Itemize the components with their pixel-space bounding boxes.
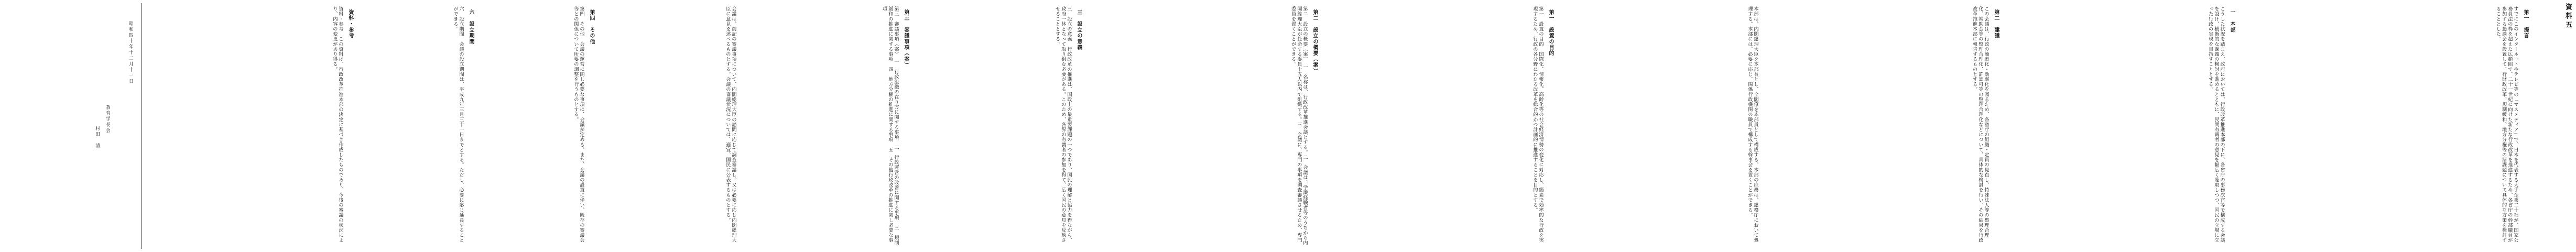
body-column-2: こうした状況を踏まえ、政府においては、行政改革推進本部の下に、各省庁の事務次官等で構成する会議を設け、横断的な課題の検討を進めるとともに、民間有識者の意見を幅広く聴取しつつ、国民の立場に立った行政の実現を目指すこととする。 <box>2207 6 2225 243</box>
section-heading-g: 第三 審議事項（案） <box>903 9 909 68</box>
body-column-6: 第二 設立の概要（案） 一 名称は、行政改革推進会議とする。二 会議は、学識経験者等のうちから内閣総理大臣が任命する委員十五人以内で組織する。三 会議に、専門の事項を調査審議させるため、専門委員を置くことができる。 <box>1290 6 1308 246</box>
body-column-10: 第四 その他 会議の運営に関し必要な事項は、会議が定める。また、会議の設置に伴い、既存の審議会等との関係について所要の調整を行うものとする。 <box>572 6 584 243</box>
section-heading-j: 資料・参考 <box>347 9 353 39</box>
section-heading-e: 第二 設立の概要（案） <box>1312 9 1318 74</box>
body-column-9: 会議は、前記の審議事項について、内閣総理大臣の諮問に応じて調査審議し、又は必要に応じ内閣総理大臣に意見を述べるものとする。会議の審議状況については、適宜、国民に公表するものとする。 <box>724 6 736 243</box>
section-heading-i: 六 設立期間 <box>468 9 474 45</box>
section-heading-b: 一 本部 <box>2229 9 2235 33</box>
body-column-8: 第三 審議事項（案） 一 行政組織の在り方に関する事項 二 行政運営の改善に関する事項 三 規制緩和の推進に関する事項 四 地方分権の推進に関する事項 五 その他行政改革の推進に関し必要な事項 <box>881 6 899 246</box>
section-heading-f: 三 設立の意義 <box>1076 9 1082 51</box>
signature-org: 教育学長会 <box>105 105 110 134</box>
body-column-7: 三 設立の意義 行政改革の推進は、国政上の最重要課題の一つであり、国民の理解と協力を得ながら、政府一体となって取り組む必要がある。このため、各界の有識者の参加を得て、広く国民の意見を反映させることとする。 <box>1054 6 1072 243</box>
body-column-4: 本部は、内閣総理大臣を本部長とし、全閣僚を本部員として構成する。本部の庶務は、総務庁において処理する。本部には、必要に応じ、関係行政機関の職員で構成する幹事会を置くことができる。 <box>1746 6 1758 243</box>
signature-date: 昭和四十年十二月十一日 <box>128 21 133 84</box>
body-column-12: 資料・参考 この資料は、行政改革推進本部の決定に基づき作成したものであり、今後の審議の状況により、内容の変更があり得る。 <box>331 6 343 243</box>
section-heading-a: 第一 提言 <box>2523 9 2528 39</box>
body-column-3: この会議は、行政の簡素化・効率化を図るため、各省庁の組織・定員の見直し、特殊法人等の整理合理化、補助金等の整理合理化、許認可等の整理合理化などについて、具体的な検討を行い、その結果を行政改革推進本部に報告するものとする。 <box>1971 6 1989 243</box>
section-heading-d: 第一 設置の目的 <box>1548 9 1553 57</box>
body-column-5: 第一 設置の目的 国際化、情報化、高齢化等の社会経済情勢の変化に対応し、簡素で効率的な行政を実現するため、行政の各分野にわたる改革を総合的かつ計画的に推進することを目的とする。 <box>1531 6 1544 243</box>
page-title: 資料五 <box>2564 3 2572 30</box>
body-column-1: すでにこのインターネットやテレビ等の「マスメディア」で、日本を代表する大手企業二十社が、国家公務員法の枠を超えた広範囲で、二十一世紀に向けた新たな行政改革を推進するため、各省庁の幹部職員が参加する懇談会を設置して、行財政改革、規制緩和、地方分権等の諸課題について具体的な方策を検討することとした。 <box>2495 6 2518 243</box>
section-heading-c: 第二 建議 <box>1993 9 1999 39</box>
section-heading-h: 第四 その他 <box>589 9 594 45</box>
signature-name: 村田 清 <box>94 126 100 149</box>
body-column-11: 六 設立期間 会議の設立期間は、平成九年三月三十一日までとする。ただし、必要に応じ延長することができる。 <box>452 6 464 243</box>
